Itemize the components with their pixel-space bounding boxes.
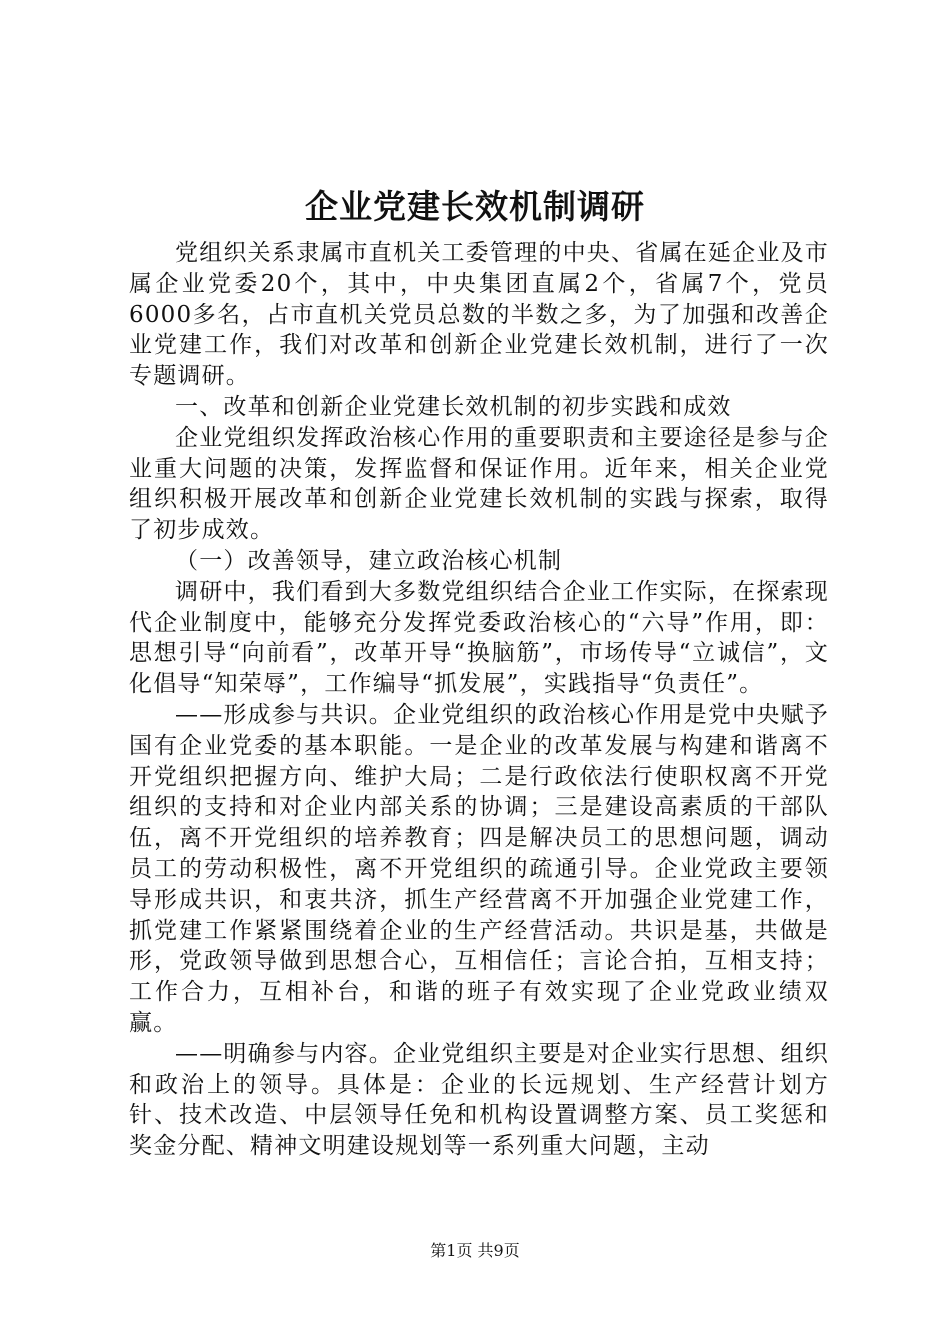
- paragraph-intro: 党组织关系隶属市直机关工委管理的中央、省属在延企业及市属企业党委20个，其中，中央集团直属2个，省属7个，党员6000多名，占市直机关党员总数的半数之多，为了加强和改善企业党建工作，我们对改革和创新企业党建长效机制，进行了一次专题调研。: [129, 240, 829, 390]
- paragraph: 企业党组织发挥政治核心作用的重要职责和主要途径是参与企业重大问题的决策，发挥监督和保证作用。近年来，相关企业党组织积极开展改革和创新企业党建长效机制的实践与探索，取得了初步成效。: [129, 424, 829, 544]
- paragraph: 调研中，我们看到大多数党组织结合企业工作实际，在探索现代企业制度中，能够充分发挥党委政治核心的“六导”作用，即：思想引导“向前看”，改革开导“换脑筋”，市场传导“立诚信”，文化倡导“知荣辱”，工作编导“抓发展”，实践指导“负责任”。: [129, 578, 829, 698]
- page-footer: 第1页 共9页: [430, 1241, 520, 1260]
- document-title: 企业党建长效机制调研: [305, 187, 645, 226]
- section-heading-1: 一、改革和创新企业党建长效机制的初步实践和成效: [175, 393, 732, 420]
- paragraph: ——明确参与内容。企业党组织主要是对企业实行思想、组织和政治上的领导。具体是：企业的长远规划、生产经营计划方针、技术改造、中层领导任免和机构设置调整方案、员工奖惩和奖金分配、精神文明建设规划等一系列重大问题，主动: [129, 1040, 829, 1160]
- document-body: [129, 238, 829, 1162]
- subsection-heading-1: （一）改善领导，建立政治核心机制: [175, 547, 563, 574]
- paragraph: ——形成参与共识。企业党组织的政治核心作用是党中央赋予国有企业党委的基本职能。一是企业的改革发展与构建和谐离不开党组织把握方向、维护大局；二是行政依法行使职权离不开党组织的支持和对企业内部关系的协调；三是建设高素质的干部队伍，离不开党组织的培养教育；四是解决员工的思想问题，调动员工的劳动积极性，离不开党组织的疏通引导。企业党政主要领导形成共识，和衷共济，抓生产经营离不开加强企业党建工作，抓党建工作紧紧围绕着企业的生产经营活动。共识是基，共做是形，党政领导做到思想合心，互相信任；言论合拍，互相支持；工作合力，互相补台，和谐的班子有效实现了企业党政业绩双赢。: [129, 701, 829, 1036]
